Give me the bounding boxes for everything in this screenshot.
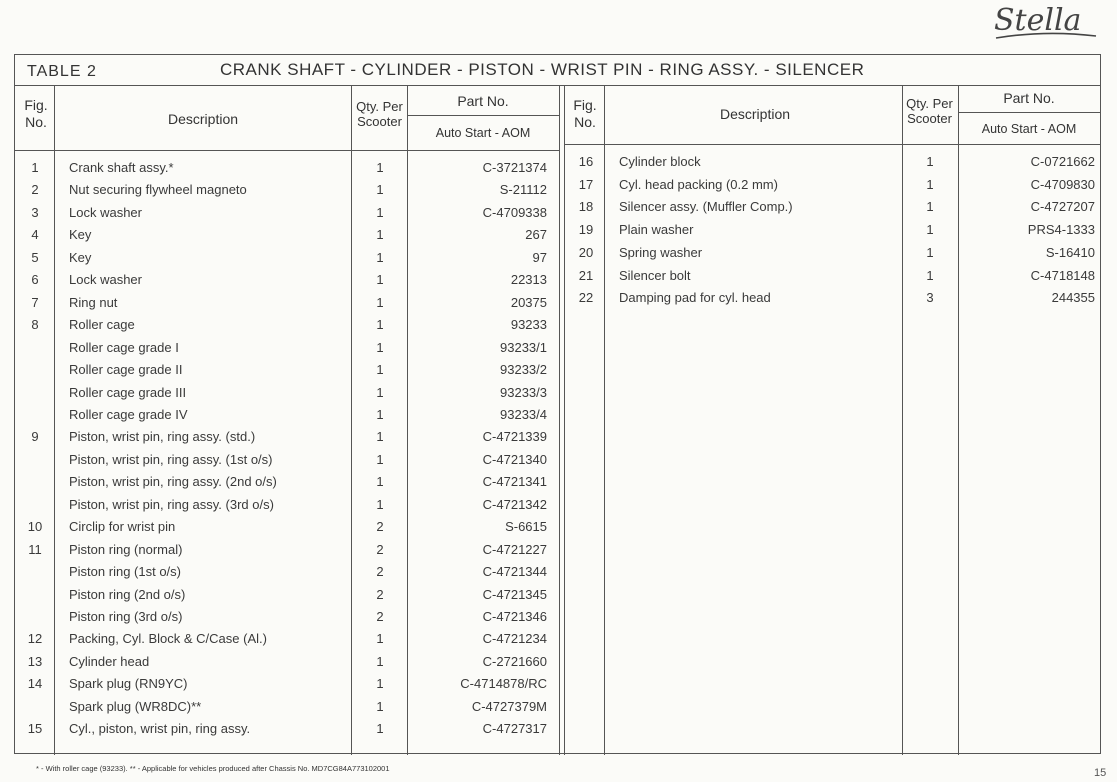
row-qty: 1 — [376, 496, 384, 512]
row-fig-no: 9 — [31, 429, 39, 445]
row-part-no: C-4721339 — [482, 429, 547, 445]
header-fig-line1: Fig. — [573, 97, 597, 113]
parts-table — [14, 54, 1101, 754]
row-description: Circlip for wrist pin — [69, 519, 176, 535]
stella-logo — [990, 0, 1100, 45]
row-description: Roller cage grade II — [69, 362, 183, 378]
row-qty: 2 — [376, 609, 384, 624]
row-fig-no: 8 — [31, 317, 39, 333]
page-number: 15 — [1094, 767, 1107, 779]
row-part-no: C-4721340 — [482, 451, 547, 467]
row-part-no: 93233/4 — [500, 406, 547, 422]
row-qty: 2 — [376, 586, 384, 602]
header-fig-right — [566, 97, 604, 131]
header-qty-line2: Scooter — [907, 111, 952, 126]
row-part-no: C-4721345 — [482, 586, 547, 602]
row-part-no: S-21112 — [499, 182, 547, 198]
header-fig-line2: No. — [25, 114, 47, 130]
row-part-no: 93233/3 — [500, 384, 547, 400]
row-qty: 1 — [376, 474, 384, 490]
header-description-right: Description — [719, 106, 791, 122]
row-part-no: C-4727317 — [482, 721, 547, 737]
row-description: Piston ring (2nd o/s) — [69, 586, 186, 602]
row-description: Spark plug (WR8DC)** — [69, 698, 202, 714]
row-fig-no: 16 — [578, 154, 594, 169]
row-part-no: 93233 — [510, 317, 547, 333]
row-qty: 2 — [376, 519, 384, 535]
row-description: Crank shaft assy.* — [69, 160, 174, 175]
row-qty: 1 — [376, 160, 384, 175]
row-description: Lock washer — [69, 204, 142, 220]
header-partsub-left: Auto Start - AOM — [435, 126, 531, 140]
header-qty-line1: Qty. Per — [906, 96, 953, 111]
row-description: Piston ring (1st o/s) — [69, 564, 181, 580]
row-fig-no: 4 — [31, 227, 39, 243]
rule-left-part — [407, 86, 408, 755]
rule-center-double — [564, 86, 565, 755]
header-qty-left — [351, 99, 408, 129]
row-qty: 1 — [376, 249, 384, 265]
row-description: Piston, wrist pin, ring assy. (3rd o/s) — [69, 496, 274, 512]
row-qty: 1 — [926, 154, 934, 169]
row-part-no: C-4709338 — [482, 204, 547, 220]
header-fig-left — [17, 97, 55, 131]
row-description: Packing, Cyl. Block & C/Case (Al.) — [69, 631, 267, 647]
row-description: Roller cage grade I — [69, 339, 179, 355]
row-description: Piston, wrist pin, ring assy. (std.) — [69, 429, 256, 445]
row-description: Piston ring (normal) — [69, 541, 183, 557]
row-part-no: C-4714878/RC — [460, 676, 547, 692]
row-qty: 1 — [376, 182, 384, 198]
row-part-no: C-4727207 — [1030, 199, 1095, 215]
rule-left-edge — [559, 86, 560, 755]
row-description: Cylinder head — [69, 653, 150, 669]
logo-text: Stella — [994, 3, 1082, 38]
row-qty: 2 — [376, 564, 384, 580]
row-description: Cyl. head packing (0.2 mm) — [619, 176, 778, 192]
row-part-no: C-4721344 — [482, 564, 547, 580]
table-label: TABLE 2 — [27, 63, 97, 80]
row-part-no: 93233/2 — [500, 362, 547, 378]
row-qty: 2 — [376, 541, 384, 557]
row-fig-no: 7 — [31, 294, 39, 310]
row-part-no: S-16410 — [1045, 244, 1095, 260]
row-qty: 1 — [376, 429, 384, 445]
row-qty: 1 — [376, 631, 384, 647]
header-fig-line1: Fig. — [24, 97, 48, 113]
row-part-no: C-4718148 — [1030, 267, 1095, 283]
row-qty: 1 — [376, 227, 384, 243]
header-description-left: Description — [167, 111, 239, 127]
row-qty: 1 — [376, 406, 384, 422]
row-qty: 1 — [376, 721, 384, 737]
row-description: Roller cage grade III — [69, 384, 187, 400]
row-qty: 1 — [376, 451, 384, 467]
row-qty: 1 — [376, 676, 384, 692]
header-qty-line2: Scooter — [357, 114, 402, 129]
row-part-no: 22313 — [510, 272, 547, 288]
row-qty: 1 — [376, 317, 384, 333]
row-fig-no: 3 — [31, 204, 39, 220]
table-title-bar — [15, 55, 1100, 86]
rule-right-partsub — [958, 112, 1101, 113]
row-description: Lock washer — [69, 272, 142, 288]
header-qty-line1: Qty. Per — [356, 99, 403, 114]
row-part-no: C-4709830 — [1030, 176, 1095, 192]
rule-left-partsub — [407, 115, 559, 116]
row-part-no: C-4721346 — [482, 609, 547, 624]
row-fig-no: 12 — [27, 631, 43, 647]
row-fig-no: 22 — [578, 290, 594, 306]
row-qty: 1 — [926, 267, 934, 283]
row-qty: 1 — [376, 294, 384, 310]
row-description: Plain washer — [619, 222, 694, 238]
row-part-no: C-4721342 — [482, 496, 547, 512]
row-fig-no: 21 — [578, 267, 594, 283]
row-fig-no: 18 — [578, 199, 594, 215]
row-description: Key — [69, 249, 92, 265]
header-partsub-right: Auto Start - AOM — [981, 122, 1077, 136]
header-partno-right: Part No. — [1003, 90, 1055, 106]
row-description: Silencer bolt — [619, 267, 691, 283]
row-part-no: 93233/1 — [500, 339, 547, 355]
row-description: Cyl., piston, wrist pin, ring assy. — [69, 721, 251, 737]
row-fig-no: 10 — [27, 519, 43, 535]
header-qty-right — [901, 96, 958, 126]
row-description: Cylinder block — [619, 154, 701, 169]
rule-right-part — [958, 86, 959, 755]
row-part-no: C-4721227 — [482, 541, 547, 557]
rule-right-qty — [902, 86, 903, 755]
row-qty: 1 — [376, 339, 384, 355]
row-qty: 1 — [926, 199, 934, 215]
row-qty: 1 — [376, 204, 384, 220]
rule-left-qty — [351, 86, 352, 755]
row-part-no: 20375 — [510, 294, 547, 310]
row-description: Ring nut — [69, 294, 118, 310]
row-description: Spark plug (RN9YC) — [69, 676, 188, 692]
row-description: Piston ring (3rd o/s) — [69, 609, 183, 624]
row-part-no: S-6615 — [505, 519, 547, 535]
row-part-no: 267 — [525, 227, 547, 243]
row-fig-no: 17 — [578, 176, 594, 192]
row-qty: 1 — [376, 698, 384, 714]
row-fig-no: 13 — [27, 653, 43, 669]
row-description: Piston, wrist pin, ring assy. (1st o/s) — [69, 451, 273, 467]
row-part-no: PRS4-1333 — [1027, 222, 1095, 238]
header-fig-line2: No. — [574, 114, 596, 130]
row-fig-no: 2 — [31, 182, 39, 198]
row-qty: 1 — [376, 272, 384, 288]
row-fig-no: 20 — [578, 244, 594, 260]
row-description: Roller cage grade IV — [69, 406, 188, 422]
row-fig-no: 6 — [31, 272, 39, 288]
row-description: Key — [69, 227, 92, 243]
row-qty: 1 — [926, 244, 934, 260]
rule-right-header-bottom — [564, 144, 1101, 145]
row-description: Damping pad for cyl. head — [619, 290, 771, 306]
row-description: Silencer assy. (Muffler Comp.) — [619, 199, 793, 215]
table-title: CRANK SHAFT - CYLINDER - PISTON - WRIST PIN - RING ASSY. - SILENCER — [220, 60, 865, 79]
row-description: Roller cage — [69, 317, 135, 333]
row-fig-no: 19 — [578, 222, 594, 238]
row-fig-no: 15 — [27, 721, 43, 737]
row-part-no: C-2721660 — [482, 653, 547, 669]
row-qty: 1 — [376, 362, 384, 378]
rule-left-header-bottom — [15, 150, 559, 151]
row-part-no: C-4727379M — [471, 698, 547, 714]
row-qty: 3 — [926, 290, 934, 306]
row-part-no: C-0721662 — [1030, 154, 1095, 169]
row-fig-no: 11 — [28, 541, 42, 557]
header-partno-left: Part No. — [457, 93, 509, 109]
row-part-no: 244355 — [1051, 290, 1095, 306]
row-fig-no: 5 — [31, 249, 39, 265]
row-part-no: C-4721234 — [482, 631, 547, 647]
row-fig-no: 14 — [27, 676, 43, 692]
row-part-no: C-3721374 — [482, 160, 547, 175]
footnote: * - With roller cage (93233). ** - Applicable for vehicles produced after Chassis No. MD7CG84A773102001 — [36, 764, 390, 773]
row-description: Piston, wrist pin, ring assy. (2nd o/s) — [69, 474, 277, 490]
row-part-no: C-4721341 — [482, 474, 547, 490]
row-description: Nut securing flywheel magneto — [69, 182, 247, 198]
row-description: Spring washer — [619, 244, 703, 260]
row-qty: 1 — [376, 653, 384, 669]
row-qty: 1 — [926, 176, 934, 192]
row-qty: 1 — [926, 222, 934, 238]
row-part-no: 97 — [532, 249, 547, 265]
row-fig-no: 1 — [31, 160, 39, 175]
row-qty: 1 — [376, 384, 384, 400]
